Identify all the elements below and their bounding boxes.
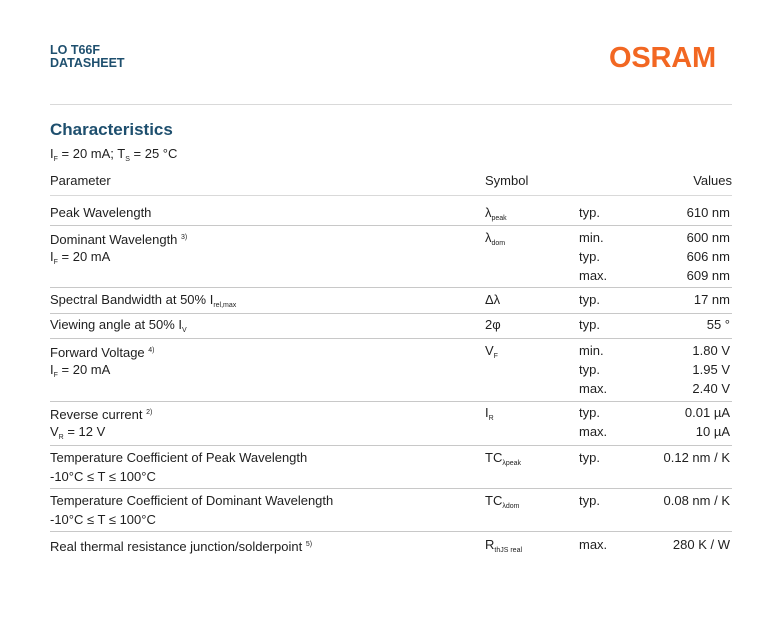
value-cell-line: 0.01 µA	[684, 405, 730, 420]
table-row	[50, 448, 732, 489]
symbol-cell	[485, 403, 494, 422]
qualifier-cell-line: typ.	[579, 362, 600, 377]
value-cell	[687, 203, 730, 222]
symbol-cell	[485, 491, 519, 510]
parameter-cell-line: Spectral Bandwidth at 50% $I_{rel,max}$	[50, 292, 237, 309]
parameter-cell	[50, 228, 187, 266]
symbol-cell-line: $\lambda_{dom}$	[485, 230, 506, 247]
parameter-cell-line: Dominant Wavelength $^{3)}$	[50, 232, 188, 247]
parameter-cell-line: Forward Voltage $^{4)}$	[50, 345, 155, 360]
table-row	[50, 290, 732, 314]
parameter-cell-line: $I_F = 20$ mA	[50, 249, 111, 266]
osram-logo: OSRAM	[609, 42, 716, 74]
parameter-cell-line: Reverse current $^{2)}$	[50, 407, 153, 422]
qualifier-cell-line: typ.	[579, 405, 600, 420]
value-cell	[692, 341, 730, 398]
parameter-cell-line: $I_F = 20$ mA	[50, 362, 111, 379]
value-cell-line: 0.08 nm / K	[663, 493, 730, 508]
table-row	[50, 315, 732, 339]
qualifier-cell-line: max.	[579, 537, 608, 552]
parameter-cell-line: Real thermal resistance junction/solderpoint $^{5)}$	[50, 539, 313, 554]
parameter-cell	[50, 203, 151, 222]
symbol-cell	[485, 535, 522, 554]
symbol-cell-line: $R_{thJS real}$	[485, 537, 523, 554]
value-cell-line: 609 nm	[686, 268, 730, 283]
header-divider	[50, 104, 732, 105]
qualifier-cell-line: typ.	[579, 205, 600, 220]
parameter-cell-line: Temperature Coefficient of Dominant Wavelength	[50, 493, 334, 508]
qualifier-cell-line: max.	[579, 268, 608, 283]
qualifier-cell	[579, 535, 607, 554]
symbol-cell	[485, 315, 501, 334]
symbol-cell-line: $TC_{\lambda peak}$	[485, 450, 522, 467]
symbol-cell-line: $V_F$	[485, 343, 498, 360]
qualifier-cell-line: typ.	[579, 493, 600, 508]
qualifier-cell	[579, 290, 600, 309]
parameter-cell	[50, 535, 312, 554]
value-cell-line: 606 nm	[686, 249, 730, 264]
qualifier-cell	[579, 315, 600, 334]
parameter-cell-line: $V_R = 12$ V	[50, 424, 106, 441]
qualifier-cell	[579, 403, 607, 441]
value-cell-line: 1.80 V	[692, 343, 730, 358]
parameter-cell	[50, 491, 333, 529]
symbol-cell	[485, 203, 507, 222]
table-row	[50, 535, 732, 561]
qualifier-cell-line: min.	[579, 343, 604, 358]
value-cell-line: 10 µA	[695, 424, 730, 439]
column-header-symbol: Symbol	[485, 173, 529, 188]
symbol-cell-line: $\lambda_{peak}$	[485, 205, 507, 222]
symbol-cell	[485, 228, 505, 247]
value-cell-line: 55 °	[706, 317, 730, 332]
qualifier-cell-line: typ.	[579, 450, 600, 465]
value-cell	[673, 535, 730, 554]
qualifier-cell-line: min.	[579, 230, 604, 245]
table-row	[50, 403, 732, 446]
qualifier-cell-line: max.	[579, 381, 608, 396]
table-row	[50, 341, 732, 402]
parameter-cell	[50, 448, 307, 486]
column-header-values: Values	[693, 173, 732, 188]
symbol-cell-line: $TC_{\lambda dom}$	[485, 493, 520, 510]
product-name: LO T66F	[50, 43, 101, 57]
value-cell	[664, 448, 730, 467]
column-header-parameter: Parameter	[50, 173, 111, 188]
qualifier-cell	[579, 341, 607, 398]
section-title: Characteristics	[50, 120, 173, 139]
value-cell-line: 0.12 nm / K	[663, 450, 730, 465]
qualifier-cell-line: max.	[579, 424, 608, 439]
value-cell-line: 610 nm	[686, 205, 730, 220]
value-cell	[694, 290, 730, 309]
document-type: DATASHEET	[50, 56, 125, 70]
qualifier-cell	[579, 228, 607, 285]
symbol-cell	[485, 341, 498, 360]
value-cell-line: 600 nm	[686, 230, 730, 245]
qualifier-cell-line: typ.	[579, 292, 600, 307]
value-cell-line: 2.40 V	[692, 381, 730, 396]
column-header-divider	[50, 195, 732, 196]
value-cell	[685, 403, 730, 441]
qualifier-cell	[579, 203, 600, 222]
parameter-cell	[50, 290, 236, 309]
value-cell-line: 280 K / W	[672, 537, 730, 552]
document-header-title	[50, 44, 125, 70]
parameter-cell	[50, 341, 155, 379]
value-cell	[664, 491, 730, 510]
symbol-cell-line: Δλ	[485, 292, 501, 307]
symbol-cell-line: $I_R$	[485, 405, 494, 422]
parameter-cell-line: Peak Wavelength	[50, 205, 152, 220]
qualifier-cell-line: typ.	[579, 317, 600, 332]
qualifier-cell	[579, 448, 600, 467]
parameter-cell	[50, 315, 187, 334]
parameter-cell-line: Viewing angle at 50% $I_V$	[50, 317, 187, 334]
parameter-cell-line: -10°C ≤ T ≤ 100°C	[50, 512, 156, 527]
table-row	[50, 203, 732, 226]
value-cell	[687, 228, 730, 285]
symbol-cell	[485, 290, 500, 309]
symbol-cell	[485, 448, 521, 467]
value-cell	[707, 315, 730, 334]
symbol-cell-line: 2φ	[485, 317, 501, 332]
table-row	[50, 228, 732, 288]
qualifier-cell-line: typ.	[579, 249, 600, 264]
parameter-cell-line: Temperature Coefficient of Peak Wavelength	[50, 450, 308, 465]
test-conditions: $I_F = 20$ mA; $T_S = 25$ °C	[50, 146, 178, 163]
parameter-cell	[50, 403, 152, 441]
table-row	[50, 491, 732, 532]
parameter-cell-line: -10°C ≤ T ≤ 100°C	[50, 469, 156, 484]
value-cell-line: 17 nm	[693, 292, 730, 307]
qualifier-cell	[579, 491, 600, 510]
value-cell-line: 1.95 V	[692, 362, 730, 377]
